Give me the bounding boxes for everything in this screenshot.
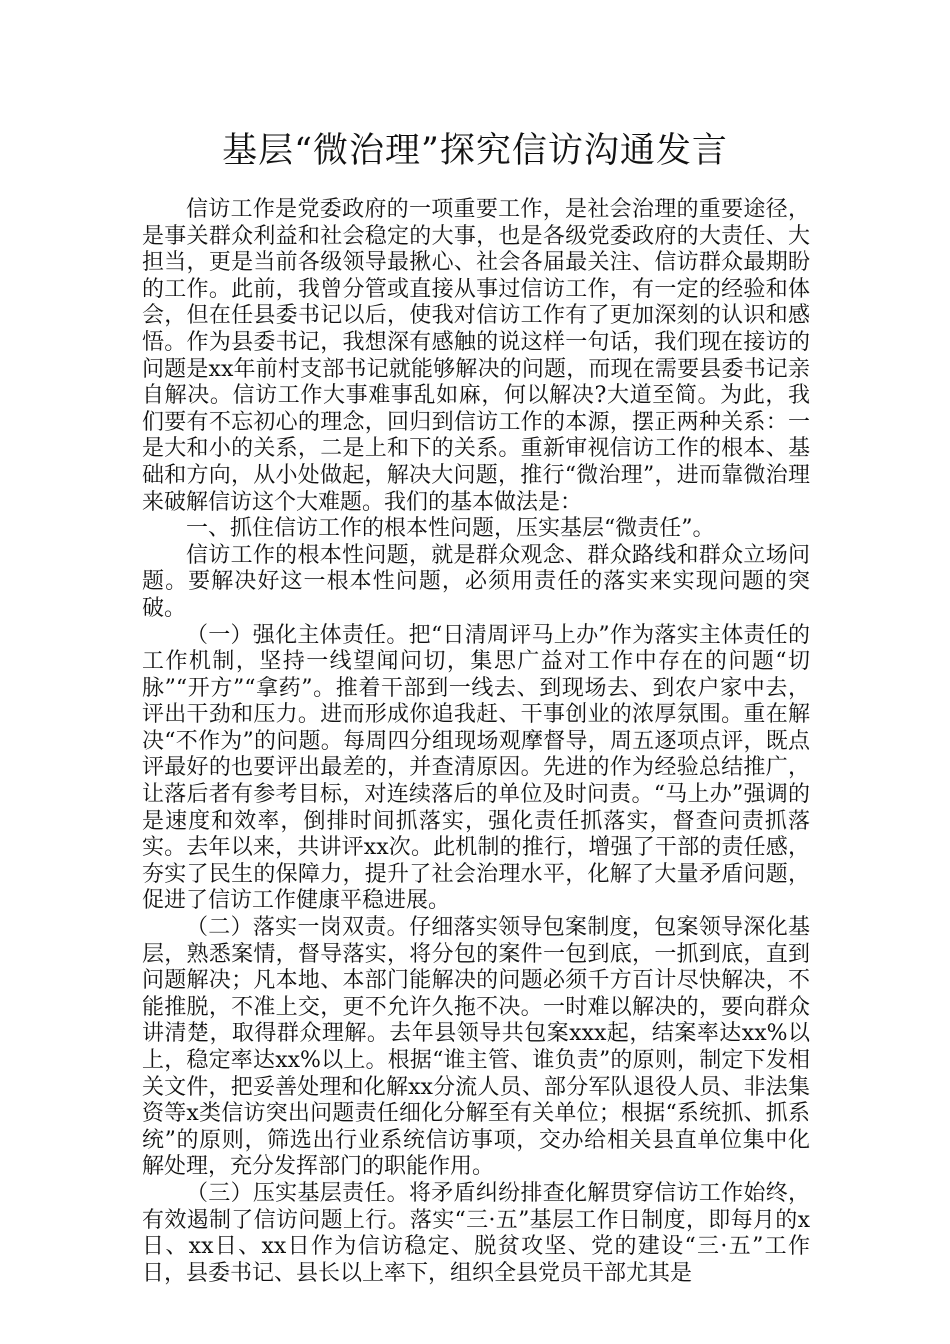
paragraph-subsection-1: （一）强化主体责任。把“日清周评马上办”作为落实主体责任的工作机制，坚持一线望闻问切，集思广益对工作中存在的问题“切脉”“开方”“拿药”。推着干部到一线去、到现场去、到农户家中去，评出干劲和压力。进而形成你追我赶、干事创业的浓厚氛围。重在解决“不作为”的问题。每周四分组现场观摩督导，周五逐项点评，既点评最好的也要评出最差的，并查清原因。先进的作为经验总结推广，让落后者有参考目标，对连续落后的单位及时问责。“马上办”强调的是速度和效率，倒排时间抓落实，强化责任抓落实，督查问责抓落实。去年以来，共讲评xx次。此机制的推行，增强了干部的责任感，夯实了民生的保障力，提升了社会治理水平，化解了大量矛盾问题，促进了信访工作健康平稳进展。 [142,622,810,914]
paragraph-subsection-3: （三）压实基层责任。将矛盾纠纷排查化解贯穿信访工作始终，有效遏制了信访问题上行。落实“三·五”基层工作日制度，即每月的x日、xx日、xx日作为信访稳定、脱贫攻坚、党的建设“三·五”工作日，县委书记、县长以上率下，组织全县党员干部尤其是 [142,1180,810,1286]
section-heading-1: 一、抓住信访工作的根本性问题，压实基层“微责任”。 [186,516,715,542]
document-body [142,197,810,1287]
paragraph-subsection-2: （二）落实一岗双责。仔细落实领导包案制度，包案领导深化基层，熟悉案情，督导落实，将分包的案件一包到底，一抓到底，直到问题解决；凡本地、本部门能解决的问题必须千方百计尽快解决，不能推脱，不准上交，更不允许久拖不决。一时难以解决的，要向群众讲清楚，取得群众理解。去年县领导共包案xxx起，结案率达xx%以上，稳定率达xx%以上。根据“谁主管、谁负责”的原则，制定下发相关文件，把妥善处理和化解xx分流人员、部分军队退役人员、非法集资等x类信访突出问题责任细化分解至有关单位；根据“系统抓、抓系统”的原则，筛选出行业系统信访事项，交办给相关县直单位集中化解处理，充分发挥部门的职能作用。 [142,915,810,1180]
paragraph-intro: 信访工作是党委政府的一项重要工作，是社会治理的重要途径，是事关群众利益和社会稳定的大事，也是各级党委政府的大责任、大担当，更是当前各级领导最揪心、社会各届最关注、信访群众最期盼的工作。此前，我曾分管或直接从事过信访工作，有一定的经验和体会，但在任县委书记以后，使我对信访工作有了更加深刻的认识和感悟。作为县委书记，我想深有感触的说这样一句话，我们现在接访的问题是xx年前村支部书记就能够解决的问题，而现在需要县委书记亲自解决。信访工作大事难事乱如麻，何以解决?大道至简。为此，我们要有不忘初心的理念，回归到信访工作的本源，摆正两种关系：一是大和小的关系，二是上和下的关系。重新审视信访工作的根本、基础和方向，从小处做起，解决大问题，推行“微治理”，进而靠微治理来破解信访这个大难题。我们的基本做法是： [142,197,810,515]
paragraph-section-1-intro: 信访工作的根本性问题，就是群众观念、群众路线和群众立场问题。要解决好这一根本性问题，必须用责任的落实来实现问题的突破。 [142,542,810,621]
document-title: 基层“微治理”探究信访沟通发言 [222,131,728,171]
